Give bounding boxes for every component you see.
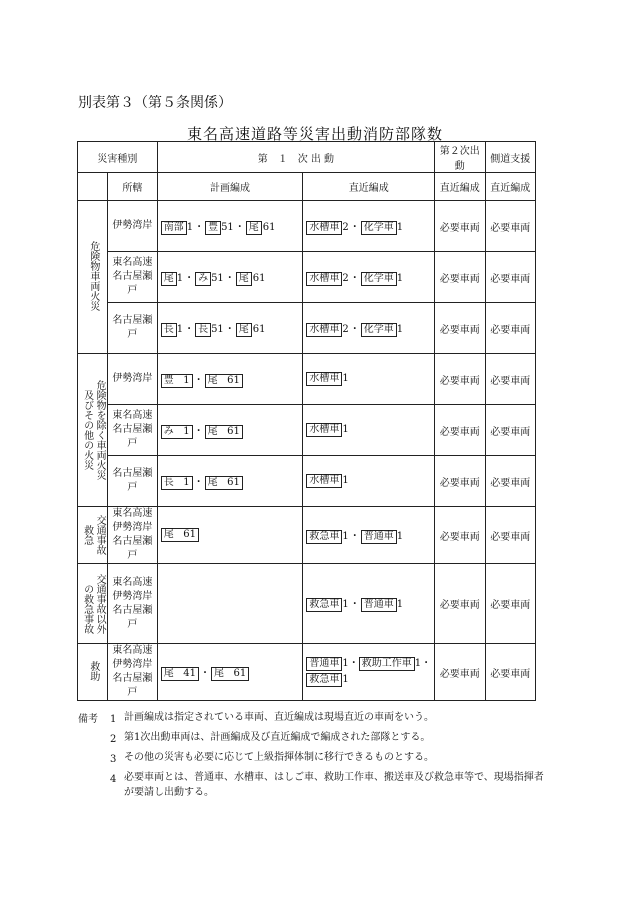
table-row [78,405,536,456]
unit-box: 化学車 [361,272,397,286]
second-cell: 必要車両 [435,252,485,303]
second-cell: 必要車両 [435,354,485,405]
side-near-header: 直近編成 [485,173,535,201]
area-cell: 東名高速 伊勢湾岸 名古屋瀬戸 [108,507,158,564]
table-row [78,354,536,405]
side-cell: 必要車両 [485,644,535,701]
side-cell: 必要車両 [485,507,535,564]
category-label: 及びその他の火災 [81,390,93,470]
unit-box: 水槽車 [306,221,342,235]
unit-box: み 1 [161,425,193,439]
note-item: 3 その他の災害も必要に応じて上級指揮体制に移行できるものとする。 [110,752,434,765]
unit-box: 豊 1 [161,374,193,388]
second-cell: 必要車両 [435,456,485,507]
unit-box: 尾 [161,272,177,286]
unit-box: 化学車 [361,221,397,235]
note-item: 2 第1次出動車両は、計画編成及び直近編成で編成された部隊とする。 [110,732,431,745]
area-cell: 東名高速 名古屋瀬戸 [108,405,158,456]
side-cell: 必要車両 [485,405,535,456]
table-row [78,303,536,354]
appendix-heading: 別表第３（第５条関係） [78,95,232,111]
unit-box: 尾 61 [161,528,199,542]
disaster-type-header: 災害種別 [78,142,158,173]
area-cell: 東名高速 名古屋瀬戸 [108,252,158,303]
plan-cell: み 1 ・ 尾 61 [157,405,303,456]
table-title: 東名高速道路等災害出動消防部隊数 [186,125,443,143]
second-dispatch-header: 第２次出動 [435,142,485,173]
category-label: 交通事故以外 [94,573,106,634]
area-label: 伊勢湾岸 [112,220,153,231]
category-label: 救急 [81,525,93,545]
side-cell: 必要車両 [485,303,535,354]
side-cell: 必要車両 [485,564,535,644]
unit-box: 尾 61 [205,425,243,439]
table-row [78,564,536,644]
category-label: 救助 [87,660,99,681]
unit-box: 長 [195,323,211,337]
unit-box: 普通車 [361,598,397,612]
unit-box: み [195,272,211,286]
area-cell: 名古屋瀬戸 [108,303,158,354]
header-row-2 [78,173,536,201]
area-cell [108,201,158,252]
plan-cell: 尾 1・ み 51・ 尾 61 [157,252,303,303]
first-dispatch-header: 第 １ 次 出 動 [157,142,434,173]
unit-box: 豊 [205,221,221,235]
category-label: の救急事故 [81,583,93,634]
table-row [78,201,536,252]
unit-box: 普通車 [306,657,342,671]
near-cell: 水槽車 1 [303,456,435,507]
category-non-traffic [78,564,108,644]
category-label: 危険物車両火災 [87,240,99,311]
remarks [78,710,544,800]
unit-box: 尾 61 [205,476,243,490]
near-cell: 水槽車 2・ 化学車 1 [303,252,435,303]
second-cell: 必要車両 [435,644,485,701]
unit-box: 長 1 [161,476,193,490]
plan-cell: 長 1・ 長 51・ 尾 61 [157,303,303,354]
plan-cell [157,507,303,564]
table-row [78,456,536,507]
unit-box: 長 [161,323,177,337]
plan-header: 計画編成 [157,173,303,201]
unit-box: 尾 [236,323,252,337]
remarks-label: 備考 [78,714,98,725]
table-row [78,252,536,303]
second-cell: 必要車両 [435,303,485,354]
side-cell: 必要車両 [485,201,535,252]
table-row [78,644,536,701]
unit-box: 尾 [236,272,252,286]
near-cell: 救急車 1・ 普通車 1 [303,507,435,564]
unit-box: 水槽車 [306,372,342,386]
plan-cell: 豊 1 ・ 尾 61 [157,354,303,405]
near-header: 直近編成 [303,173,435,201]
note-item: 4 必要車両とは、普通車、水槽車、はしご車、救助工作車、搬送車及び救急車等で、現場指揮者が要請し出動する。 [110,772,544,798]
unit-box: 救急車 [306,673,342,687]
unit-box: 南部 [161,221,187,235]
dispatch-table [77,141,536,701]
side-cell: 必要車両 [485,252,535,303]
unit-box: 水槽車 [306,323,342,337]
header-row-1 [78,142,536,173]
category-rescue [78,644,108,701]
unit-box: 尾 [246,221,262,235]
near-cell: 水槽車 1 [303,354,435,405]
area-cell: 名古屋瀬戸 [108,456,158,507]
near-cell: 普通車 1・ 救助工作車 1・ 救急車 1 [303,644,435,701]
unit-box: 化学車 [361,323,397,337]
plan-cell [157,564,303,644]
near-cell: 救急車 1・ 普通車 1 [303,564,435,644]
second-cell: 必要車両 [435,201,485,252]
plan-cell: 尾 41 ・ 尾 61 [157,644,303,701]
category-traffic [78,507,108,564]
side-support-header: 側道支援 [485,142,535,173]
unit-box: 普通車 [361,530,397,544]
unit-box: 水槽車 [306,423,342,437]
side-cell: 必要車両 [485,456,535,507]
unit-box: 救急車 [306,598,342,612]
second-cell: 必要車両 [435,507,485,564]
plan-cell: 長 1 ・ 尾 61 [157,456,303,507]
second-near-header: 直近編成 [435,173,485,201]
side-cell: 必要車両 [485,354,535,405]
unit-box: 尾 61 [205,374,243,388]
table-row [78,507,536,564]
plan-cell: 南部 1・ 豊 51・ 尾 61 [157,201,303,252]
unit-box: 救急車 [306,530,342,544]
area-cell: 東名高速 伊勢湾岸 名古屋瀬戸 [108,644,158,701]
near-cell: 水槽車 2・ 化学車 1 [303,303,435,354]
note-item: 備考 1 計画編成は指定されている車両、直近編成は現場直近の車両をいう。 [78,710,544,725]
second-cell: 必要車両 [435,405,485,456]
near-cell: 水槽車 2・ 化学車 1 [303,201,435,252]
area-cell: 伊勢湾岸 [108,354,158,405]
category-hazmat-fire [78,201,108,354]
near-cell: 水槽車 1 [303,405,435,456]
unit-box: 水槽車 [306,474,342,488]
jurisdiction-header: 所轄 [108,173,158,201]
area-cell: 東名高速 伊勢湾岸 名古屋瀬戸 [108,564,158,644]
unit-box: 水槽車 [306,272,342,286]
unit-box: 尾 61 [211,667,249,681]
second-cell: 必要車両 [435,564,485,644]
unit-box: 尾 41 [161,667,199,681]
category-label: 危険物を除く車両火災 [94,380,106,480]
blank-header-cell [78,173,108,201]
unit-box: 救助工作車 [359,657,415,671]
category-other-fire [78,354,108,507]
category-label: 交通事故 [94,515,106,555]
